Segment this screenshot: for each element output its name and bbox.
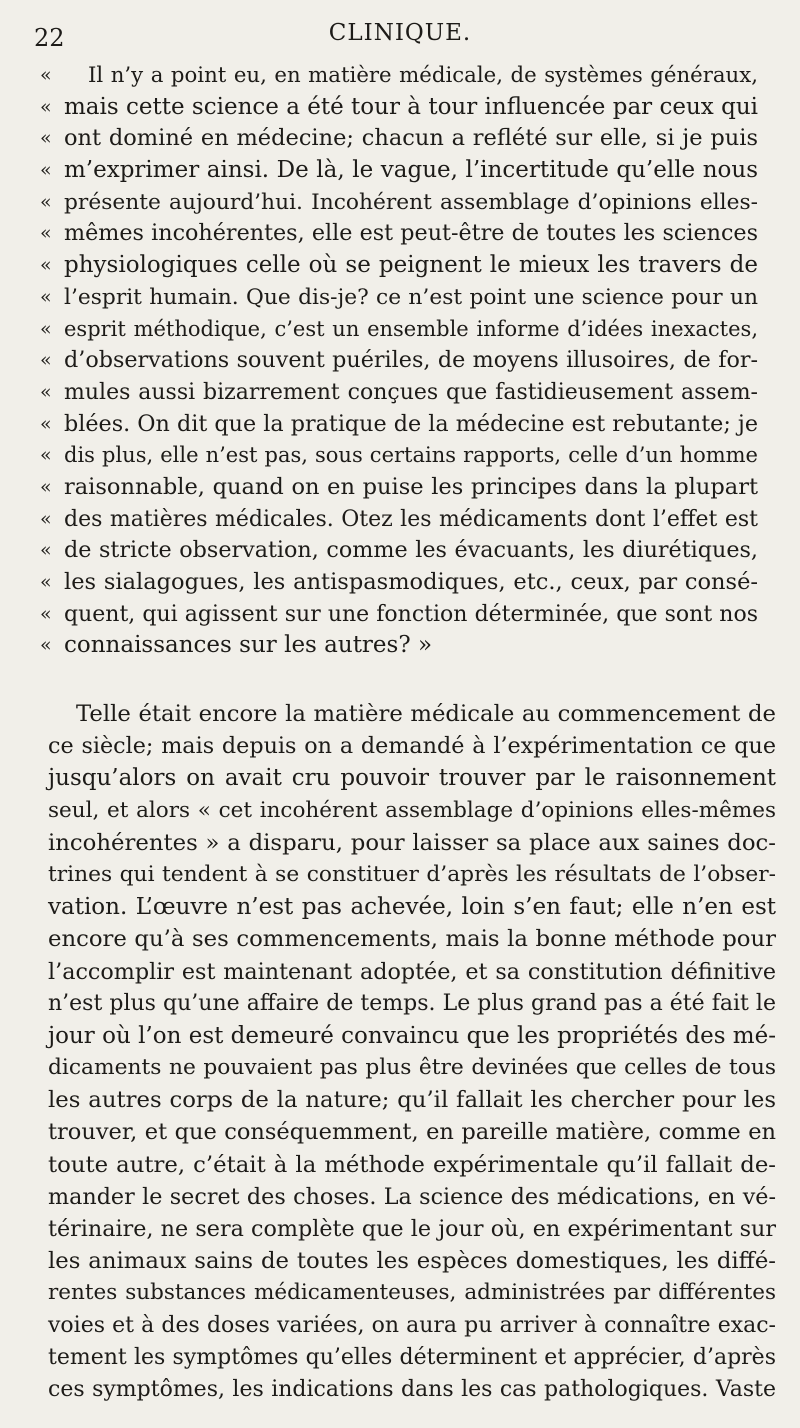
body-paragraph [0,698,800,1406]
quote-mark: « [40,64,52,86]
quote-line [0,123,800,155]
quote-line [0,630,800,662]
paragraph-line: mander le secret des choses. La science des médications, en vé- [48,1183,776,1210]
quote-mark: « [40,190,52,213]
quote-line [0,345,800,377]
quote-mark: « [40,412,52,435]
quote-mark: « [40,475,52,498]
page-number: 22 [34,24,65,52]
quote-line-text: physiologiques celle où se peignent le mieux les travers de [64,252,758,279]
quote-line [0,60,800,92]
quote-line [0,250,800,282]
paragraph-line: dicaments ne pouvaient pas plus être devinées que celles de tous [48,1055,776,1081]
paragraph-line: ces symptômes, les indications dans les cas pathologiques. Vaste [48,1376,776,1402]
quote-line-text: blées. On dit que la pratique de la médecine est rebutante; je [64,410,758,437]
quote-line-text: mêmes incohérentes, elle est peut-être de toutes les sciences [64,220,758,247]
quote-line [0,440,800,472]
quote-line-text: mais cette science a été tour à tour influencée par ceux qui [64,93,758,120]
quote-line [0,187,800,219]
quote-mark: « [40,507,52,530]
quote-line-text: m’exprimer ainsi. De là, le vague, l’incertitude qu’elle nous [64,157,758,184]
paragraph-line: l’accomplir est maintenant adoptée, et sa constitution définitive [48,958,776,985]
quote-line [0,92,800,124]
quote-mark: « [40,380,52,403]
paragraph-line: vation. L’œuvre n’est pas achevée, loin s’en faut; elle n’en est [48,894,776,921]
quote-line-text: de stricte observation, comme les évacuants, les diurétiques, [64,537,758,564]
quote-mark: « [40,254,52,277]
quote-line-text: mules aussi bizarrement conçues que fastidieusement assem- [64,379,758,405]
paragraph-line: les animaux sains de toutes les espèces domestiques, les diffé- [48,1248,776,1275]
quote-line-text: ont dominé en médecine; chacun a reflété sur elle, si je puis [64,125,758,152]
paragraph-line: toute autre, c’était à la méthode expérimentale qu’il fallait de- [48,1151,776,1178]
quote-mark: « [40,634,52,657]
quote-line [0,409,800,441]
quoted-passage [0,60,800,662]
quote-line [0,155,800,187]
quote-mark: « [40,317,52,340]
quote-mark: « [40,602,52,625]
quote-line [0,314,800,346]
quote-line [0,535,800,567]
paragraph-line: Telle était encore la matière médicale au commencement de [76,701,776,727]
quote-line-text: présente aujourd’hui. Incohérent assemblage d’opinions elles- [64,189,758,215]
quote-mark: « [40,222,52,245]
quote-line [0,567,800,599]
paragraph-line: incohérentes » a disparu, pour laisser sa place aux saines doc- [48,829,776,856]
paragraph-line: jour où l’on est demeuré convaincu que les propriétés des mé- [48,1022,776,1049]
running-title: CLINIQUE. [328,20,472,46]
quote-mark: « [40,95,52,118]
quote-line-text: raisonnable, quand on en puise les principes dans la plupart [64,473,758,500]
paragraph-line: seul, et alors « cet incohérent assemblage d’opinions elles-mêmes [48,797,776,823]
quote-line-text: Il n’y a point eu, en matière médicale, de systèmes généraux, [88,63,758,88]
paragraph-line: trouver, et que conséquemment, en pareille matière, comme en [48,1119,776,1146]
quote-mark: « [40,285,52,308]
quote-line [0,218,800,250]
quote-line [0,472,800,504]
quote-line [0,377,800,409]
quote-mark: « [40,444,52,467]
quote-mark: « [40,571,52,593]
paragraph-line: jusqu’alors on avait cru pouvoir trouver par le raisonnement [48,765,776,792]
paragraph-line: ce siècle; mais depuis on a demandé à l’expérimentation ce que [48,733,776,760]
quote-mark: « [40,159,52,182]
quote-line-text: esprit méthodique, c’est un ensemble informe d’idées inexactes, [64,316,758,341]
paragraph-line: n’est plus qu’une affaire de temps. Le plus grand pas a été fait le [48,990,776,1016]
quote-line [0,599,800,631]
page-header [0,14,800,54]
paragraph-line: tement les symptômes qu’elles déterminent et apprécier, d’après [48,1344,776,1370]
paragraph-line: trines qui tendent à se constituer d’après les résultats de l’obser- [48,861,776,887]
paragraph-line: voies et à des doses variées, on aura pu arriver à connaître exac- [48,1312,776,1338]
paragraph-line: rentes substances médicamenteuses, administrées par différentes [48,1280,776,1306]
quote-line-text: les sialagogues, les antispasmodiques, etc., ceux, par consé- [64,569,758,595]
quote-line-text: des matières médicales. Otez les médicaments dont l’effet est [64,506,758,532]
quote-line-text: dis plus, elle n’est pas, sous certains rapports, celle d’un homme [64,443,758,468]
quote-mark: « [40,349,52,372]
quote-line [0,504,800,536]
quote-mark: « [40,539,52,562]
paragraph-line: térinaire, ne sera complète que le jour où, en expérimentant sur [48,1216,776,1242]
quote-mark: « [40,127,52,150]
quote-line-text: d’observations souvent puériles, de moyens illusoires, de for- [64,347,758,374]
quote-line-text: connaissances sur les autres? » [64,632,433,659]
quote-line [0,282,800,314]
paragraph-line: les autres corps de la nature; qu’il fallait les chercher pour les [48,1087,776,1114]
quote-line-text: l’esprit humain. Que dis-je? ce n’est point une science pour un [64,284,758,310]
paragraph-line: encore qu’à ses commencements, mais la bonne méthode pour [48,926,776,953]
quote-line-text: quent, qui agissent sur une fonction déterminée, que sont nos [64,601,758,627]
